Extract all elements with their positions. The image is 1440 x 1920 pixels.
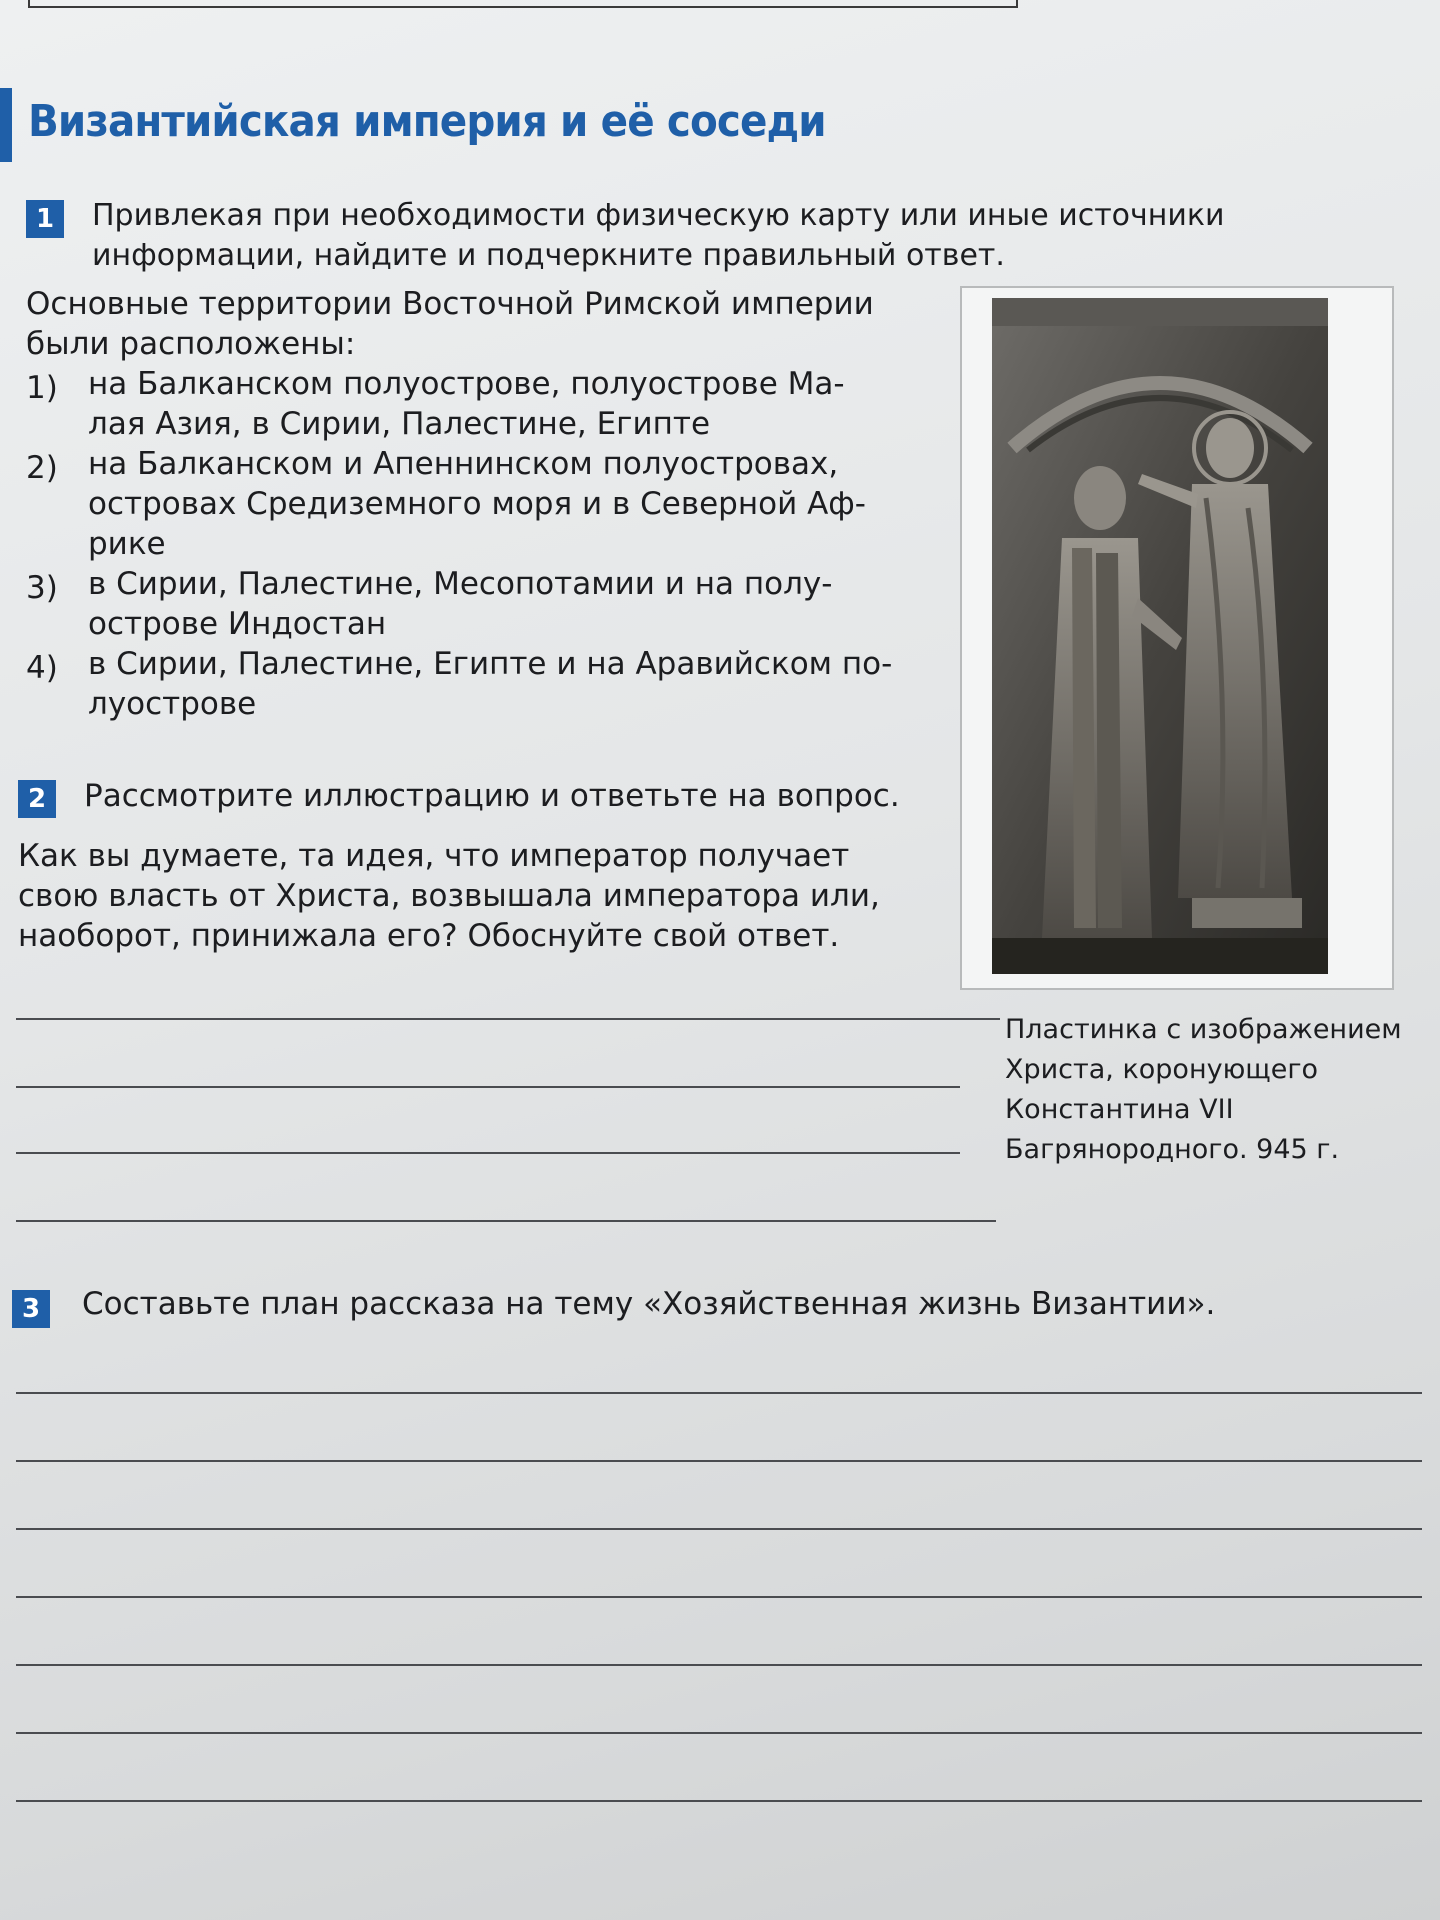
- option-1-line-1: на Балканском полуострове, полуострове Ма-: [88, 366, 845, 402]
- option-2-number: 2): [26, 450, 58, 486]
- top-frame-right-edge: [1016, 0, 1018, 8]
- task-2-question-line-2: свою власть от Христа, возвышала императора или,: [18, 878, 880, 914]
- task-1-number-badge: 1: [26, 200, 64, 238]
- task-2-answer-line-1[interactable]: [16, 1018, 1000, 1020]
- task-2-answer-line-3[interactable]: [16, 1152, 960, 1154]
- option-2-line-3: рике: [88, 526, 166, 562]
- option-4-line-2: луострове: [88, 686, 257, 722]
- task-3-answer-line-1[interactable]: [16, 1392, 1422, 1394]
- task-2-answer-line-2[interactable]: [16, 1086, 960, 1088]
- option-3-line-1: в Сирии, Палестине, Месопотамии и на полу-: [88, 566, 833, 602]
- option-1-number: 1): [26, 370, 58, 406]
- task-2-prompt: Рассмотрите иллюстрацию и ответьте на вопрос.: [84, 778, 900, 814]
- top-frame-rule: [28, 0, 1018, 8]
- task-3-answer-line-6[interactable]: [16, 1732, 1422, 1734]
- task-2-answer-line-4[interactable]: [16, 1220, 996, 1222]
- top-frame-left-edge: [28, 0, 30, 8]
- task-1-question-line-1: Основные территории Восточной Римской империи: [26, 286, 874, 322]
- option-3-line-2: острове Индостан: [88, 606, 387, 642]
- option-2-line-1: на Балканском и Апеннинском полуостровах,: [88, 446, 839, 482]
- task-1-question-line-2: были расположены:: [26, 326, 356, 362]
- caption-line-4: Багрянородного. 945 г.: [1005, 1134, 1340, 1165]
- task-3-answer-line-7[interactable]: [16, 1800, 1422, 1802]
- option-4-number: 4): [26, 650, 58, 686]
- task-3-prompt: Составьте план рассказа на тему «Хозяйственная жизнь Византии».: [82, 1286, 1216, 1322]
- caption-line-1: Пластинка с изображением: [1005, 1014, 1402, 1045]
- figure-caption: [1005, 1010, 1402, 1170]
- task-1-prompt-line-2: информации, найдите и подчеркните правильный ответ.: [92, 238, 1005, 273]
- section-title: Византийская империя и её соседи: [28, 96, 826, 147]
- task-3-answer-line-4[interactable]: [16, 1596, 1422, 1598]
- title-accent-bar: [0, 88, 12, 162]
- task-1-prompt-line-1: Привлекая при необходимости физическую карту или иные источники: [92, 198, 1225, 233]
- task-2-question-line-3: наоборот, принижала его? Обоснуйте свой ответ.: [18, 918, 840, 954]
- task-2-number-badge: 2: [18, 780, 56, 818]
- task-3-number-badge: 3: [12, 1290, 50, 1328]
- ivory-plaque-illustration: [962, 288, 1392, 988]
- caption-line-2: Христа, коронующего: [1005, 1054, 1319, 1085]
- option-4-line-1: в Сирии, Палестине, Египте и на Аравийском по-: [88, 646, 893, 682]
- task-3-answer-line-3[interactable]: [16, 1528, 1422, 1530]
- option-2-line-2: островах Средиземного моря и в Северной Аф-: [88, 486, 866, 522]
- task-2-question-line-1: Как вы думаете, та идея, что император получает: [18, 838, 850, 874]
- task-3-answer-line-5[interactable]: [16, 1664, 1422, 1666]
- caption-line-3: Константина VII: [1005, 1094, 1234, 1125]
- option-3-number: 3): [26, 570, 58, 606]
- plaque-image: [992, 298, 1362, 978]
- task-3-answer-line-2[interactable]: [16, 1460, 1422, 1462]
- option-1-line-2: лая Азия, в Сирии, Палестине, Египте: [88, 406, 711, 442]
